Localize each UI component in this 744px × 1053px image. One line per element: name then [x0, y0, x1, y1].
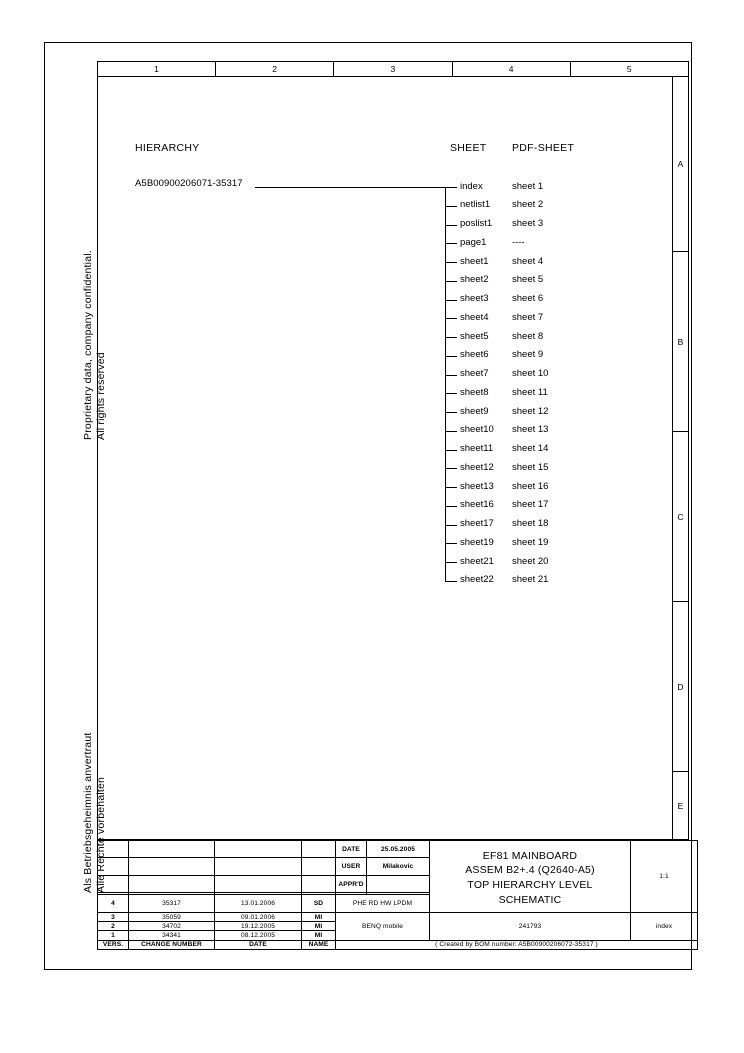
- hierarchy-leaf-pdfsheet: sheet 5: [512, 274, 544, 286]
- hierarchy-leaf-name: sheet12: [460, 461, 494, 473]
- revision-header-row: [98, 940, 698, 949]
- hierarchy-leaf-connector: [445, 393, 457, 394]
- hierarchy-leaf-name: sheet19: [460, 536, 494, 548]
- revision-date: 09.01.2006: [215, 912, 302, 921]
- hierarchy-leaf-pdfsheet: sheet 4: [512, 255, 544, 267]
- meta-apprd-label: APPR'D: [336, 875, 367, 892]
- hierarchy-bus-line: [445, 187, 446, 581]
- row-index-a: A: [673, 77, 688, 252]
- hierarchy-leaf-pdfsheet: sheet 2: [512, 199, 544, 211]
- pdfsheet-column-heading: PDF-SHEET: [512, 142, 575, 154]
- drawing-title-line-4: SCHEMATIC: [498, 893, 562, 906]
- hierarchy-leaf-pdfsheet: sheet 7: [512, 311, 544, 323]
- hierarchy-leaf-name: sheet7: [460, 368, 489, 379]
- blank-cell: [302, 875, 336, 892]
- row-index-strip: [672, 77, 689, 840]
- hierarchy-leaf-name: sheet8: [460, 386, 489, 398]
- revision-vers: 2: [98, 922, 129, 931]
- bom-note-cell: ( Created by BOM number: A5B00900206072-35317 ): [336, 940, 698, 949]
- row-index-b: B: [673, 252, 688, 432]
- revision-date: 08.12.2005: [215, 931, 302, 940]
- title-block: [97, 840, 689, 950]
- hierarchy-leaf-connector: [445, 525, 457, 526]
- hierarchy-leaf-name: sheet11: [460, 443, 494, 454]
- confidentiality-notice-english-line2: All rights reserved: [94, 352, 107, 440]
- revision-header-date: DATE: [215, 940, 302, 949]
- sheet-column-heading: SHEET: [450, 142, 487, 154]
- hierarchy-leaf-name: sheet16: [460, 499, 494, 511]
- hierarchy-leaf-pdfsheet: sheet 17: [512, 499, 549, 511]
- hierarchy-leaf-name: netlist1: [460, 199, 491, 211]
- hierarchy-leaf-connector: [445, 450, 457, 451]
- hierarchy-leaf-pdfsheet: sheet 3: [512, 218, 544, 229]
- hierarchy-leaf-pdfsheet: sheet 14: [512, 443, 549, 454]
- hierarchy-leaf-name: sheet6: [460, 349, 489, 361]
- row-index-c: C: [673, 432, 688, 602]
- hierarchy-leaf-pdfsheet: sheet 6: [512, 293, 544, 304]
- hierarchy-leaf-connector: [445, 412, 457, 413]
- hierarchy-leaf-connector: [445, 562, 457, 563]
- hierarchy-root-label: A5B00900206071-35317: [135, 178, 243, 189]
- hierarchy-leaf-connector: [445, 543, 457, 544]
- hierarchy-leaf-connector: [445, 356, 457, 357]
- revision-date: 13.01.2006: [215, 895, 302, 913]
- row-index-e: E: [677, 800, 684, 811]
- hierarchy-leaf-connector: [445, 262, 457, 263]
- department-cell: PHE RD HW LPDM: [336, 895, 430, 913]
- hierarchy-leaf-connector: [445, 468, 457, 469]
- title-block-row-blank-1: [98, 841, 698, 858]
- meta-date-value: 25.05.2005: [367, 841, 430, 858]
- revision-vers: 3: [98, 912, 129, 921]
- confidentiality-notice-english-line1: Proprietary data, company confidential.: [82, 250, 94, 440]
- revision-name: SD: [302, 895, 336, 913]
- column-index-4: 4: [453, 62, 571, 76]
- hierarchy-leaf-name: sheet1: [460, 255, 489, 267]
- title-block-table: [97, 840, 698, 950]
- drawing-title-line-3: TOP HIERARCHY LEVEL: [467, 878, 593, 891]
- blank-cell: [98, 841, 129, 858]
- hierarchy-leaf-pdfsheet: sheet 18: [512, 518, 549, 529]
- revision-change-number: 34702: [129, 922, 215, 931]
- revision-vers: 1: [98, 931, 129, 940]
- revision-vers: 4: [98, 895, 129, 913]
- hierarchy-leaf-connector: [445, 581, 457, 582]
- revision-header-vers: VERS.: [98, 940, 129, 949]
- column-index-3: 3: [334, 62, 452, 76]
- blank-cell: [98, 858, 129, 875]
- hierarchy-leaf-name: sheet21: [460, 555, 494, 567]
- revision-change-number: 34341: [129, 931, 215, 940]
- revision-header-change-number: CHANGE NUMBER: [129, 940, 215, 949]
- blank-cell: [215, 841, 302, 858]
- blank-cell: [302, 858, 336, 875]
- hierarchy-leaf-name: sheet4: [460, 311, 489, 323]
- hierarchy-leaf-pdfsheet: sheet 21: [512, 574, 549, 586]
- hierarchy-leaf-pdfsheet: sheet 10: [512, 368, 549, 379]
- revision-change-number: 35317: [129, 895, 215, 913]
- drawing-title-line-2: ASSEM B2+.4 (Q2640-A5): [465, 864, 595, 877]
- revision-name: MI: [302, 912, 336, 921]
- column-index-5: 5: [626, 64, 632, 74]
- hierarchy-leaf-connector: [445, 225, 457, 226]
- revision-date: 19.12.2005: [215, 922, 302, 931]
- revision-change-number: 35059: [129, 912, 215, 921]
- meta-user-label: USER: [336, 858, 367, 875]
- company-cell: BENQ mobile: [336, 912, 430, 940]
- revision-name: MI: [302, 922, 336, 931]
- part-number-cell: 241793: [430, 912, 631, 940]
- hierarchy-leaf-connector: [445, 487, 457, 488]
- hierarchy-leaf-connector: [445, 506, 457, 507]
- hierarchy-leaf-pdfsheet: sheet 1: [512, 180, 544, 192]
- drawing-title-lines: [430, 846, 630, 907]
- hierarchy-leaf-name: sheet22: [460, 574, 494, 586]
- revision-header-name: NAME: [302, 940, 336, 949]
- hierarchy-leaf-connector: [445, 337, 457, 338]
- scale-cell: 1:1: [631, 841, 698, 913]
- hierarchy-leaf-pdfsheet: sheet 16: [512, 480, 549, 492]
- hierarchy-leaf-pdfsheet: sheet 9: [512, 349, 544, 361]
- blank-cell: [129, 841, 215, 858]
- column-index-strip: [97, 61, 689, 77]
- hierarchy-leaf-connector: [445, 300, 457, 301]
- blank-cell: [129, 858, 215, 875]
- hierarchy-leaf-connector: [445, 431, 457, 432]
- hierarchy-column-heading: HIERARCHY: [135, 142, 200, 154]
- hierarchy-trunk-line: [255, 187, 445, 188]
- confidentiality-notice-german-line2: Alle Rechte vorbehalten: [94, 776, 107, 893]
- row-index-d: D: [673, 602, 688, 772]
- blank-cell: [215, 875, 302, 892]
- hierarchy-leaf-name: sheet9: [460, 405, 489, 417]
- hierarchy-leaf-pdfsheet: sheet 15: [512, 461, 549, 473]
- hierarchy-leaf-pdfsheet: sheet 11: [512, 386, 548, 398]
- hierarchy-leaf-connector: [445, 375, 457, 376]
- column-index-1: 1: [98, 62, 216, 76]
- sheet-index-cell: index: [631, 912, 698, 940]
- hierarchy-leaf-pdfsheet: sheet 13: [512, 424, 549, 436]
- hierarchy-leaf-connector: [445, 206, 457, 207]
- blank-cell: [302, 841, 336, 858]
- blank-cell: [98, 875, 129, 892]
- hierarchy-leaf-name: sheet2: [460, 274, 489, 286]
- column-index-2: 2: [216, 62, 334, 76]
- hierarchy-leaf-pdfsheet: sheet 8: [512, 330, 544, 342]
- hierarchy-leaf-name: page1: [460, 236, 487, 248]
- revision-row-3: [98, 912, 698, 921]
- hierarchy-leaf-connector: [445, 187, 457, 188]
- meta-user-value: Milakovic: [367, 858, 430, 875]
- meta-apprd-value: [367, 875, 430, 892]
- confidentiality-notice-german-line1: Als Betriebsgeheimnis anvertraut: [82, 732, 94, 893]
- hierarchy-leaf-pdfsheet: sheet 12: [512, 405, 549, 417]
- hierarchy-leaf-name: sheet13: [460, 480, 494, 492]
- revision-name: MI: [302, 931, 336, 940]
- hierarchy-leaf-name: sheet5: [460, 330, 489, 342]
- hierarchy-leaf-pdfsheet: ----: [512, 236, 525, 248]
- hierarchy-leaf-connector: [445, 318, 457, 319]
- drawing-title-cell: [430, 841, 631, 913]
- hierarchy-leaf-connector: [445, 281, 457, 282]
- hierarchy-leaf-pdfsheet: sheet 20: [512, 555, 549, 567]
- hierarchy-leaf-name: sheet17: [460, 518, 494, 529]
- hierarchy-leaf-pdfsheet: sheet 19: [512, 536, 549, 548]
- hierarchy-leaf-name: sheet3: [460, 293, 489, 304]
- hierarchy-leaf-name: sheet10: [460, 424, 494, 436]
- hierarchy-leaf-name: index: [460, 180, 483, 192]
- hierarchy-leaf-name: poslist1: [460, 218, 493, 229]
- blank-cell: [129, 875, 215, 892]
- meta-date-label: DATE: [336, 841, 367, 858]
- drawing-title-line-1: EF81 MAINBOARD: [482, 849, 578, 862]
- blank-cell: [215, 858, 302, 875]
- hierarchy-leaf-connector: [445, 243, 457, 244]
